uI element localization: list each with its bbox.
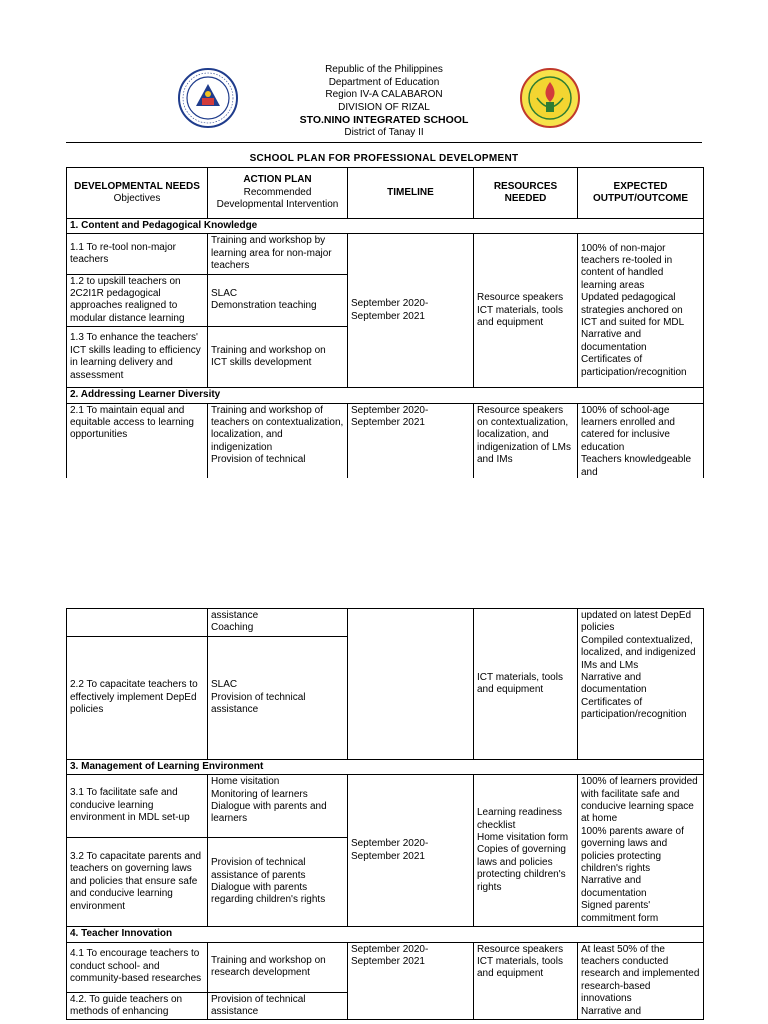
output-cell: 100% of non-major teachers re-tooled in content of handled learning areas Updated pedagogical strategies anchored on ICT and suited for MDL Narrative and documentation Certificates of participation/recognition xyxy=(578,234,704,388)
objective-cell: 2.1 To maintain equal and equitable access to learning opportunities xyxy=(67,403,208,481)
objective-cell: 4.2. To guide teachers on methods of enhancing xyxy=(67,992,208,1020)
objective-cell: 1.3 To enhance the teachers' ICT skills leading to efficiency in learning delivery and assessment xyxy=(67,327,208,388)
header-division: DIVISION OF RIZAL xyxy=(338,101,430,113)
timeline-cell: September 2020- September 2021 xyxy=(348,234,474,388)
header-school-name: STO.NINO INTEGRATED SCHOOL xyxy=(299,114,469,126)
timeline-cell xyxy=(348,609,474,760)
objective-cell: 2.2 To capacitate teachers to effectively implement DepEd policies xyxy=(67,636,208,759)
action-cell: Provision of technical assistance of parents Dialogue with parents regarding children's rights xyxy=(208,837,348,926)
action-cell: Training and workshop of teachers on contextualization, localization, and indigenization Provision of technical xyxy=(208,403,348,481)
header-republic: Republic of the Philippines xyxy=(325,64,443,75)
col-header-action-sub: Recommended Developmental Intervention xyxy=(216,186,339,211)
timeline-cell: September 2020- September 2021 xyxy=(348,942,474,1020)
section-row xyxy=(67,388,704,403)
resources-cell: Learning readiness checklist Home visitation form Copies of governing laws and policies protecting children's rights xyxy=(474,775,578,927)
header-divider xyxy=(66,142,702,143)
document-title: SCHOOL PLAN FOR PROFESSIONAL DEVELOPMENT xyxy=(249,153,519,164)
action-cell: SLAC Demonstration teaching xyxy=(208,274,348,327)
section-title: 1. Content and Pedagogical Knowledge xyxy=(67,219,704,234)
action-cell: Provision of technical assistance xyxy=(208,992,348,1020)
col-header-needs-sub: Objectives xyxy=(113,193,161,204)
resources-cell: Resource speakers on contextualization, localization, and indigenization of LMs and IMs xyxy=(474,403,578,481)
section-title: 3. Management of Learning Environment xyxy=(67,759,704,774)
objective-cell: 1.2 to upskill teachers on 2C2I1R pedagogical approaches realigned to modular distance learning xyxy=(67,274,208,327)
action-cell: Training and workshop on research development xyxy=(208,942,348,992)
output-cell: 100% of learners provided with facilitate safe and conducive learning space at home 100% parents aware of governing laws and policies protecting children's rights Narrative and documentation Signed parents' commitment form xyxy=(578,775,704,927)
section-title: 2. Addressing Learner Diversity xyxy=(67,388,704,403)
table-header-row xyxy=(67,168,704,219)
table-row xyxy=(67,234,704,274)
objective-cell: 3.2 To capacitate parents and teachers on governing laws and policies that ensure safe and conducive learning environment xyxy=(67,837,208,926)
objective-cell xyxy=(67,609,208,637)
action-cell: Home visitation Monitoring of learners Dialogue with parents and learners xyxy=(208,775,348,838)
col-header-timeline: TIMELINE xyxy=(348,168,474,219)
objective-cell: 3.1 To facilitate safe and conducive learning environment in MDL set-up xyxy=(67,775,208,838)
resources-cell: Resource speakers ICT materials, tools and equipment xyxy=(474,942,578,1020)
action-cell: SLAC Provision of technical assistance xyxy=(208,636,348,759)
timeline-cell: September 2020- September 2021 xyxy=(348,403,474,481)
document-page-2 xyxy=(0,604,768,1024)
table-row xyxy=(67,403,704,481)
section-row xyxy=(67,759,704,774)
action-cell: assistance Coaching xyxy=(208,609,348,637)
header-department: Department of Education xyxy=(328,76,440,88)
col-header-needs xyxy=(67,168,208,219)
plan-table-page-1 xyxy=(66,167,704,482)
header-district: District of Tanay II xyxy=(344,126,424,138)
table-row xyxy=(67,775,704,838)
col-header-needs-label: DEVELOPMENTAL NEEDS xyxy=(74,180,200,192)
section-title: 4. Teacher Innovation xyxy=(67,927,704,942)
document-page-1 xyxy=(0,0,768,478)
table-row xyxy=(67,942,704,992)
resources-cell: ICT materials, tools and equipment xyxy=(474,609,578,760)
action-cell: Training and workshop on ICT skills development xyxy=(208,327,348,388)
timeline-cell: September 2020- September 2021 xyxy=(348,775,474,927)
header-region: Region IV-A CALABARON xyxy=(325,89,443,100)
resources-cell: Resource speakers ICT materials, tools and equipment xyxy=(474,234,578,388)
section-row xyxy=(67,927,704,942)
objective-cell: 4.1 To encourage teachers to conduct school- and community-based researches xyxy=(67,942,208,992)
output-cell: 100% of school-age learners enrolled and catered for inclusive education Teachers knowledgeable and xyxy=(578,403,704,481)
col-header-resources: RESOURCES NEEDED xyxy=(474,168,578,219)
output-cell: At least 50% of the teachers conducted research and implemented research-based innovations Narrative and xyxy=(578,942,704,1020)
action-cell: Training and workshop by learning area for non-major teachers xyxy=(208,234,348,274)
col-header-output: EXPECTED OUTPUT/OUTCOME xyxy=(578,168,704,219)
page-gap xyxy=(0,478,768,604)
table-row xyxy=(67,609,704,637)
col-header-action xyxy=(208,168,348,219)
output-cell: updated on latest DepEd policies Compiled contextualized, localized, and indigenized IMs and LMs Narrative and documentation Certificates of participation/recognition xyxy=(578,609,704,760)
objective-cell: 1.1 To re-tool non-major teachers xyxy=(67,234,208,274)
document-header xyxy=(0,64,768,139)
plan-table-page-2 xyxy=(66,608,704,1020)
col-header-action-label: ACTION PLAN xyxy=(243,174,312,186)
section-row xyxy=(67,219,704,234)
